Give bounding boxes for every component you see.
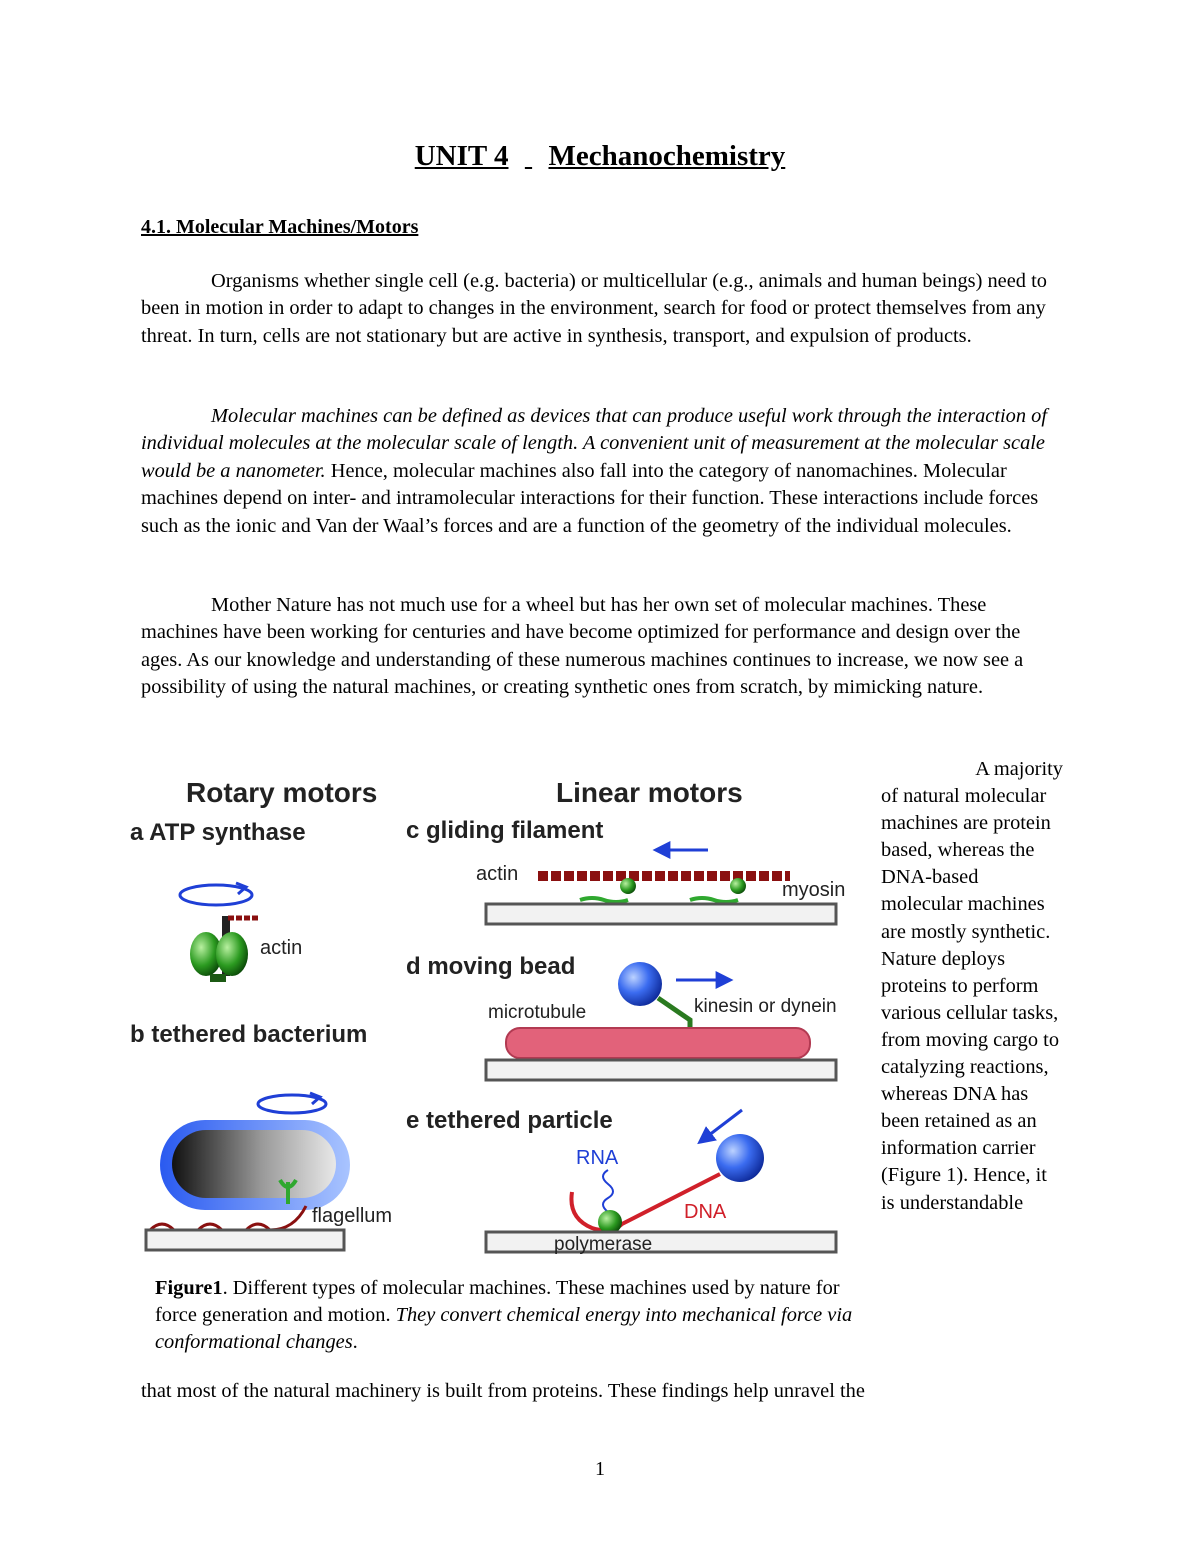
panel-e-label: e tethered particle — [406, 1107, 613, 1134]
rna-label: RNA — [576, 1147, 619, 1169]
figure-caption-end: . — [352, 1331, 358, 1353]
bead-icon — [618, 962, 662, 1006]
section-heading: 4.1. Molecular Machines/Motors — [141, 216, 419, 238]
paragraph-2-definition: Molecular machines can be defined as devices that can produce useful work through the interaction of individual molecules at the molecular scale of length. A convenient unit of measurement at the molecular scale would be a nanometer. — [141, 405, 1048, 482]
surface-plate-d — [486, 1060, 836, 1080]
title-gap — [508, 140, 548, 173]
rotary-motors-title: Rotary motors — [186, 777, 378, 808]
unit-number: UNIT 4 — [414, 140, 509, 172]
figure-caption-label: Figure1 — [155, 1277, 223, 1299]
polymerase-icon — [598, 1210, 622, 1234]
figure-caption-italic: They convert chemical energy into mechanical force via conformational changes — [155, 1304, 853, 1353]
panel-d-label: d moving bead — [406, 953, 576, 980]
figure-caption — [155, 1275, 865, 1356]
paragraph-2-text: Hence, molecular machines also fall into the category of nanomachines. Molecular machines depend on inter- and intramolecular interactions for their function. These interactions include forces such as the ionic and Van der Waal’s forces and are a function of the geometry of the individual molecules. — [141, 459, 1039, 537]
bacterium-icon — [160, 1120, 350, 1210]
unit-subject: Mechanochemistry — [548, 140, 786, 172]
page-title — [0, 140, 1200, 173]
panel-a-label: a ATP synthase — [130, 819, 306, 846]
surface-plate-b — [146, 1230, 344, 1250]
sidebar-column — [881, 756, 1063, 1217]
actin-label-a: actin — [260, 937, 303, 959]
dna-label: DNA — [684, 1201, 727, 1223]
paragraph-3 — [141, 592, 1061, 702]
paragraph-1-text: Organisms whether single cell (e.g. bacteria) or multicellular (e.g., animals and human beings) need to been in motion in order to adapt to changes in the environment, search for food or protect themselves from any threat. In turn, cells are not stationary but are active in synthesis, transport, and expulsion of products. — [141, 270, 1047, 347]
paragraph-3-text: Mother Nature has not much use for a wheel but has her own set of molecular machines. These machines have been working for centuries and have become optimized for performance and design over the ages. As our knowledge and understanding of these numerous machines continues to increase, we now see a possibility of using the natural machines, or creating synthetic ones from scratch, by mimicking nature. — [141, 594, 1024, 699]
paragraph-1 — [141, 268, 1061, 350]
linear-motors-title: Linear motors — [556, 777, 743, 808]
actin-label-c: actin — [476, 863, 519, 885]
surface-plate-c — [486, 904, 836, 924]
sidebar-first-line-text: A majority — [975, 758, 1063, 780]
sidebar-text: of natural molecular machines are protein based, whereas the DNA-based molecular machines are mostly synthetic. Nature deploys proteins to perform various cellular tasks, from moving cargo to catalyzing reactions, whereas DNA has been retained as an information carrier (Figure 1). Hence, it is understandable — [881, 785, 1060, 1214]
polymerase-label: polymerase — [554, 1234, 653, 1255]
page-number: 1 — [595, 1458, 605, 1480]
panel-b-label: b tethered bacterium — [130, 1021, 368, 1048]
bead-icon — [716, 1134, 764, 1182]
continuation-text: that most of the natural machinery is built from proteins. These findings help unravel the — [141, 1380, 865, 1402]
paragraph-2 — [141, 403, 1061, 540]
flagellum-label: flagellum — [312, 1205, 393, 1227]
molecular-motors-figure — [110, 752, 866, 1264]
myosin-label: myosin — [782, 879, 846, 901]
kinesin-label: kinesin or dynein — [694, 996, 837, 1017]
microtubule-icon — [506, 1028, 810, 1058]
sidebar-first-line — [881, 756, 1063, 783]
figure-caption-text: . Different types of molecular machines. These machines used by nature for force generation and motion. — [155, 1277, 840, 1326]
panel-c-label: c gliding filament — [406, 817, 604, 844]
microtubule-label: microtubule — [488, 1002, 587, 1023]
surface-plate-e — [486, 1232, 836, 1252]
